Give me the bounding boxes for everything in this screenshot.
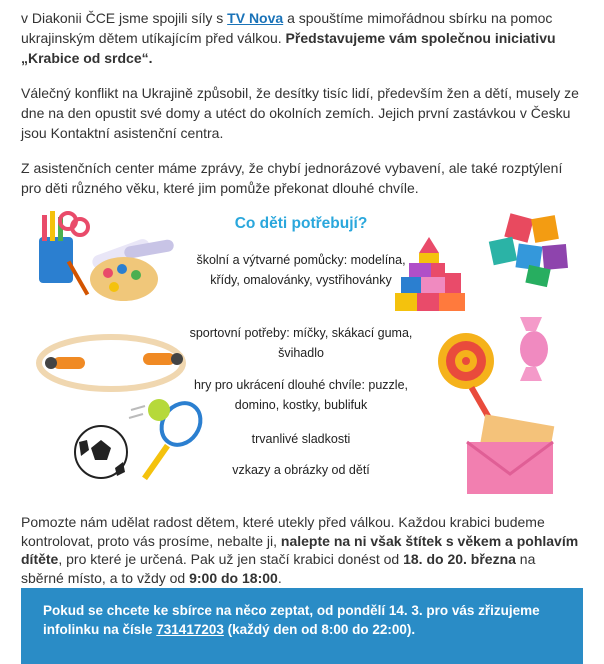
puzzle-image bbox=[487, 211, 577, 286]
initiative-highlight: Představujeme vám společnou iniciativu „Krabice od srdce“. bbox=[21, 30, 556, 66]
infoline-banner: Pokud se chcete ke sbírce na něco zeptat, od pondělí 14. 3. pro vás zřizujeme infolinku na čísle 731417203 (každý den od 8:00 do 22:00). bbox=[21, 588, 583, 664]
label-instruction: nalepte na ni však štítek s věkem a pohlavím dítěte bbox=[21, 532, 579, 567]
tv-nova-link[interactable]: TV Nova bbox=[227, 10, 284, 26]
envelope-image bbox=[461, 420, 571, 500]
infographic-title: Co děti potřebují? bbox=[234, 215, 368, 232]
collection-dates: 18. do 20. března bbox=[403, 551, 516, 567]
infoline-phone-link[interactable]: 731417203 bbox=[156, 622, 224, 637]
need-item-sports: sportovní potřeby: míčky, skákací guma, švihadlo bbox=[189, 326, 413, 360]
needs-infographic bbox=[21, 205, 583, 510]
need-item-sweets: trvanlivé sladkosti bbox=[251, 432, 351, 446]
outro-paragraph: Pomozte nám udělat radost dětem, které utekly před válkou. Každou krabici budeme kontrolovat, proto vás prosíme, nebalte ji, nalepte na ni však štítek s věkem a pohlavím dítěte, pro které je určená. Pak už jen stačí krabici donést od 18. do 20. března na sběrné místo, a to vždy od 9:00 do 18:00. bbox=[21, 514, 579, 586]
intro-paragraph-1: v Diakonii ČCE jsme spojili síly s TV Nova a spouštíme mimořádnou sbírku na pomoc ukrajinským dětem utíkajícím před válkou. Představujeme vám společnou iniciativu „Krabice od srdce“. bbox=[21, 10, 556, 66]
intro-paragraph-2: Válečný konflikt na Ukrajině způsobil, že desítky tisíc lidí, především žen a dětí, musely ze dne na den opustit své domy a utéct do okolních zemích. Jejich první zastávkou v Česku jsou Kontaktní asistenční centra. bbox=[21, 85, 579, 141]
need-item-messages: vzkazy a obrázky od dětí bbox=[232, 463, 370, 477]
school-supplies-image bbox=[36, 207, 186, 302]
need-item-school-supplies: školní a výtvarné pomůcky: modelína, křídy, omalovánky, vystřihovánky bbox=[196, 253, 406, 287]
collection-hours: 9:00 do 18:00 bbox=[189, 569, 278, 586]
intro-paragraph-3: Z asistenčních center máme zprávy, že chybí jednorázové vybavení, ale také rozptýlení pro děti různého věku, které jim pomůže překonat dlouhé chvíle. bbox=[21, 160, 563, 196]
article-body bbox=[21, 8, 581, 213]
sweets-image bbox=[426, 317, 566, 427]
need-item-games: hry pro ukrácení dlouhé chvíle: puzzle, domino, kostky, bublifuk bbox=[193, 378, 408, 412]
